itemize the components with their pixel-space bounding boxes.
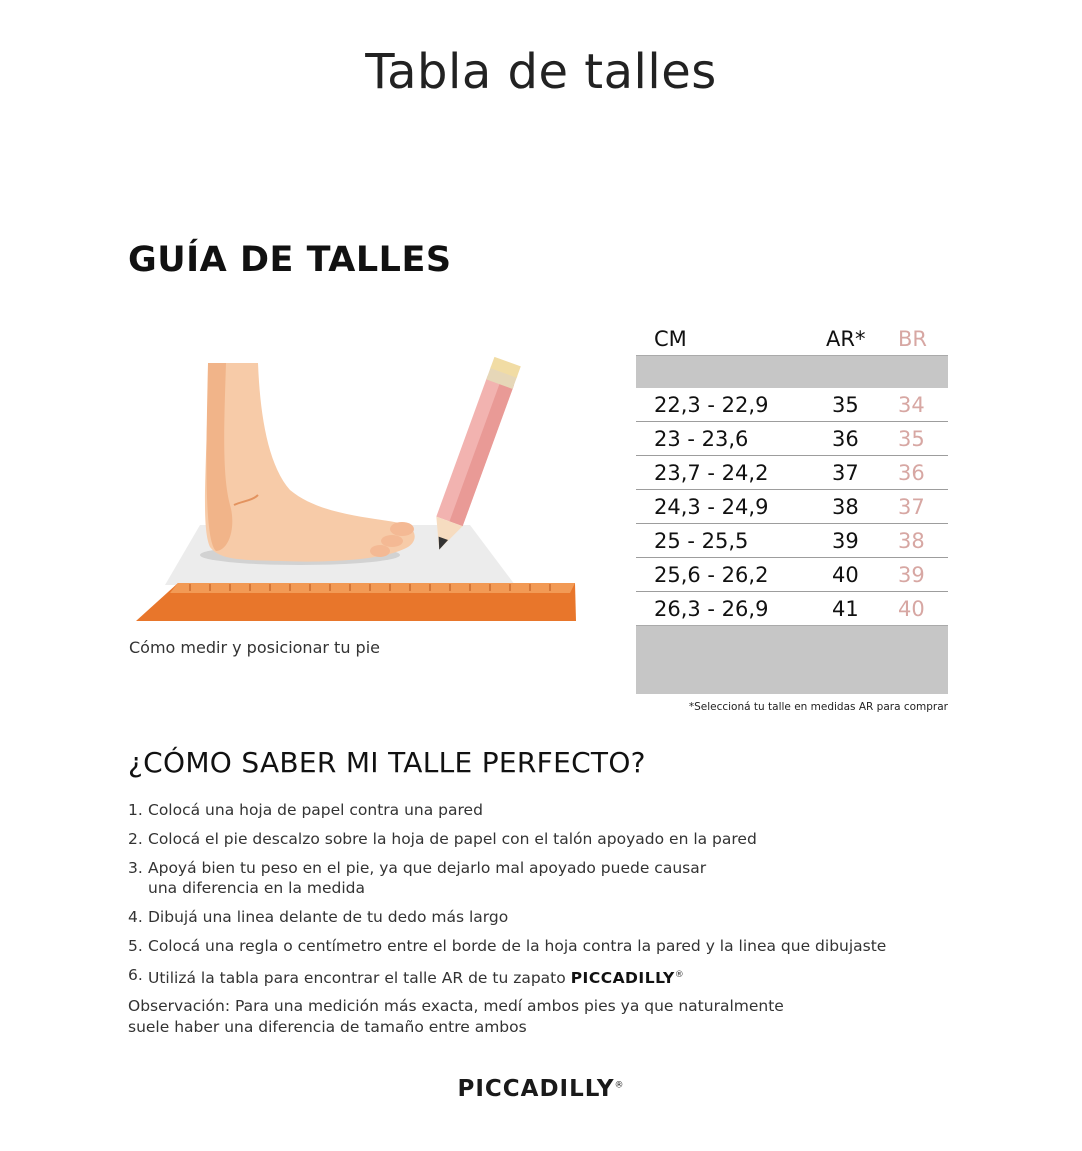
pencil	[426, 357, 521, 555]
table-row	[636, 388, 948, 422]
size-table-header	[636, 322, 948, 355]
step-text-continued: una diferencia en la medida	[148, 879, 365, 897]
table-grey-band	[636, 355, 948, 388]
inline-brand-logo: PICCADILLY	[570, 969, 675, 988]
table-row	[636, 456, 948, 490]
table-row	[636, 524, 948, 558]
observation-text	[128, 996, 888, 1038]
guide-title: GUÍA DE TALLES	[128, 240, 452, 280]
table-grey-band	[636, 625, 948, 694]
foot-measuring-illustration	[130, 355, 590, 635]
step-number: 4.	[128, 908, 143, 926]
table-row	[636, 422, 948, 456]
header-br: BR	[898, 327, 927, 351]
step-text: Apoyá bien tu peso en el pie, ya que dejarlo mal apoyado puede causar	[148, 859, 707, 877]
list-item	[128, 965, 886, 988]
list-item	[128, 907, 886, 927]
cell-cm: 23 - 23,6	[654, 427, 749, 451]
registered-mark-icon: ®	[674, 970, 684, 980]
cell-br: 35	[898, 427, 925, 451]
illustration-caption: Cómo medir y posicionar tu pie	[129, 638, 380, 657]
registered-mark-icon: ®	[614, 1080, 625, 1091]
cell-cm: 25,6 - 26,2	[654, 563, 769, 587]
cell-br: 38	[898, 529, 925, 553]
cell-ar: 41	[832, 597, 859, 621]
cell-ar: 37	[832, 461, 859, 485]
step-text: Dibujá una linea delante de tu dedo más largo	[148, 908, 509, 926]
observation-line: Observación: Para una medición más exacta, medí ambos pies ya que naturalmente	[128, 997, 784, 1015]
cell-br: 34	[898, 393, 925, 417]
header-ar: AR*	[826, 327, 866, 351]
foot	[205, 363, 415, 562]
cell-cm: 25 - 25,5	[654, 529, 749, 553]
cell-cm: 23,7 - 24,2	[654, 461, 769, 485]
how-title: ¿CÓMO SABER MI TALLE PERFECTO?	[128, 746, 646, 779]
cell-br: 36	[898, 461, 925, 485]
step-text: Utilizá la tabla para encontrar el talle AR de tu zapato	[148, 969, 566, 988]
cell-ar: 38	[832, 495, 859, 519]
cell-cm: 26,3 - 26,9	[654, 597, 769, 621]
list-item	[128, 829, 886, 849]
footer-brand-text: PICCADILLY	[457, 1076, 615, 1102]
step-text: Colocá una hoja de papel contra una pared	[148, 801, 483, 819]
cell-ar: 35	[832, 393, 859, 417]
step-text: Colocá el pie descalzo sobre la hoja de papel con el talón apoyado en la pared	[148, 830, 757, 848]
table-row	[636, 490, 948, 524]
list-item	[128, 936, 886, 956]
footer-brand-logo	[0, 1076, 1082, 1102]
cell-cm: 22,3 - 22,9	[654, 393, 769, 417]
step-number: 2.	[128, 830, 143, 848]
step-number: 3.	[128, 859, 143, 877]
step-text: Colocá una regla o centímetro entre el borde de la hoja contra la pared y la linea que dibujaste	[148, 937, 887, 955]
observation-line: suele haber una diferencia de tamaño entre ambos	[128, 1018, 527, 1036]
cell-ar: 40	[832, 563, 859, 587]
cell-ar: 39	[832, 529, 859, 553]
step-number: 5.	[128, 937, 143, 955]
size-table	[636, 322, 948, 694]
table-row	[636, 558, 948, 592]
table-row	[636, 592, 948, 625]
cell-cm: 24,3 - 24,9	[654, 495, 769, 519]
step-number: 6.	[128, 966, 143, 984]
cell-ar: 36	[832, 427, 859, 451]
list-item	[128, 858, 886, 898]
cell-br: 37	[898, 495, 925, 519]
table-note: *Seleccioná tu talle en medidas AR para comprar	[688, 701, 948, 713]
step-number: 1.	[128, 801, 143, 819]
list-item	[128, 800, 886, 820]
page-title: Tabla de talles	[365, 44, 717, 100]
cell-br: 39	[898, 563, 925, 587]
steps-list	[128, 800, 886, 997]
header-cm: CM	[654, 327, 687, 351]
cell-br: 40	[898, 597, 925, 621]
